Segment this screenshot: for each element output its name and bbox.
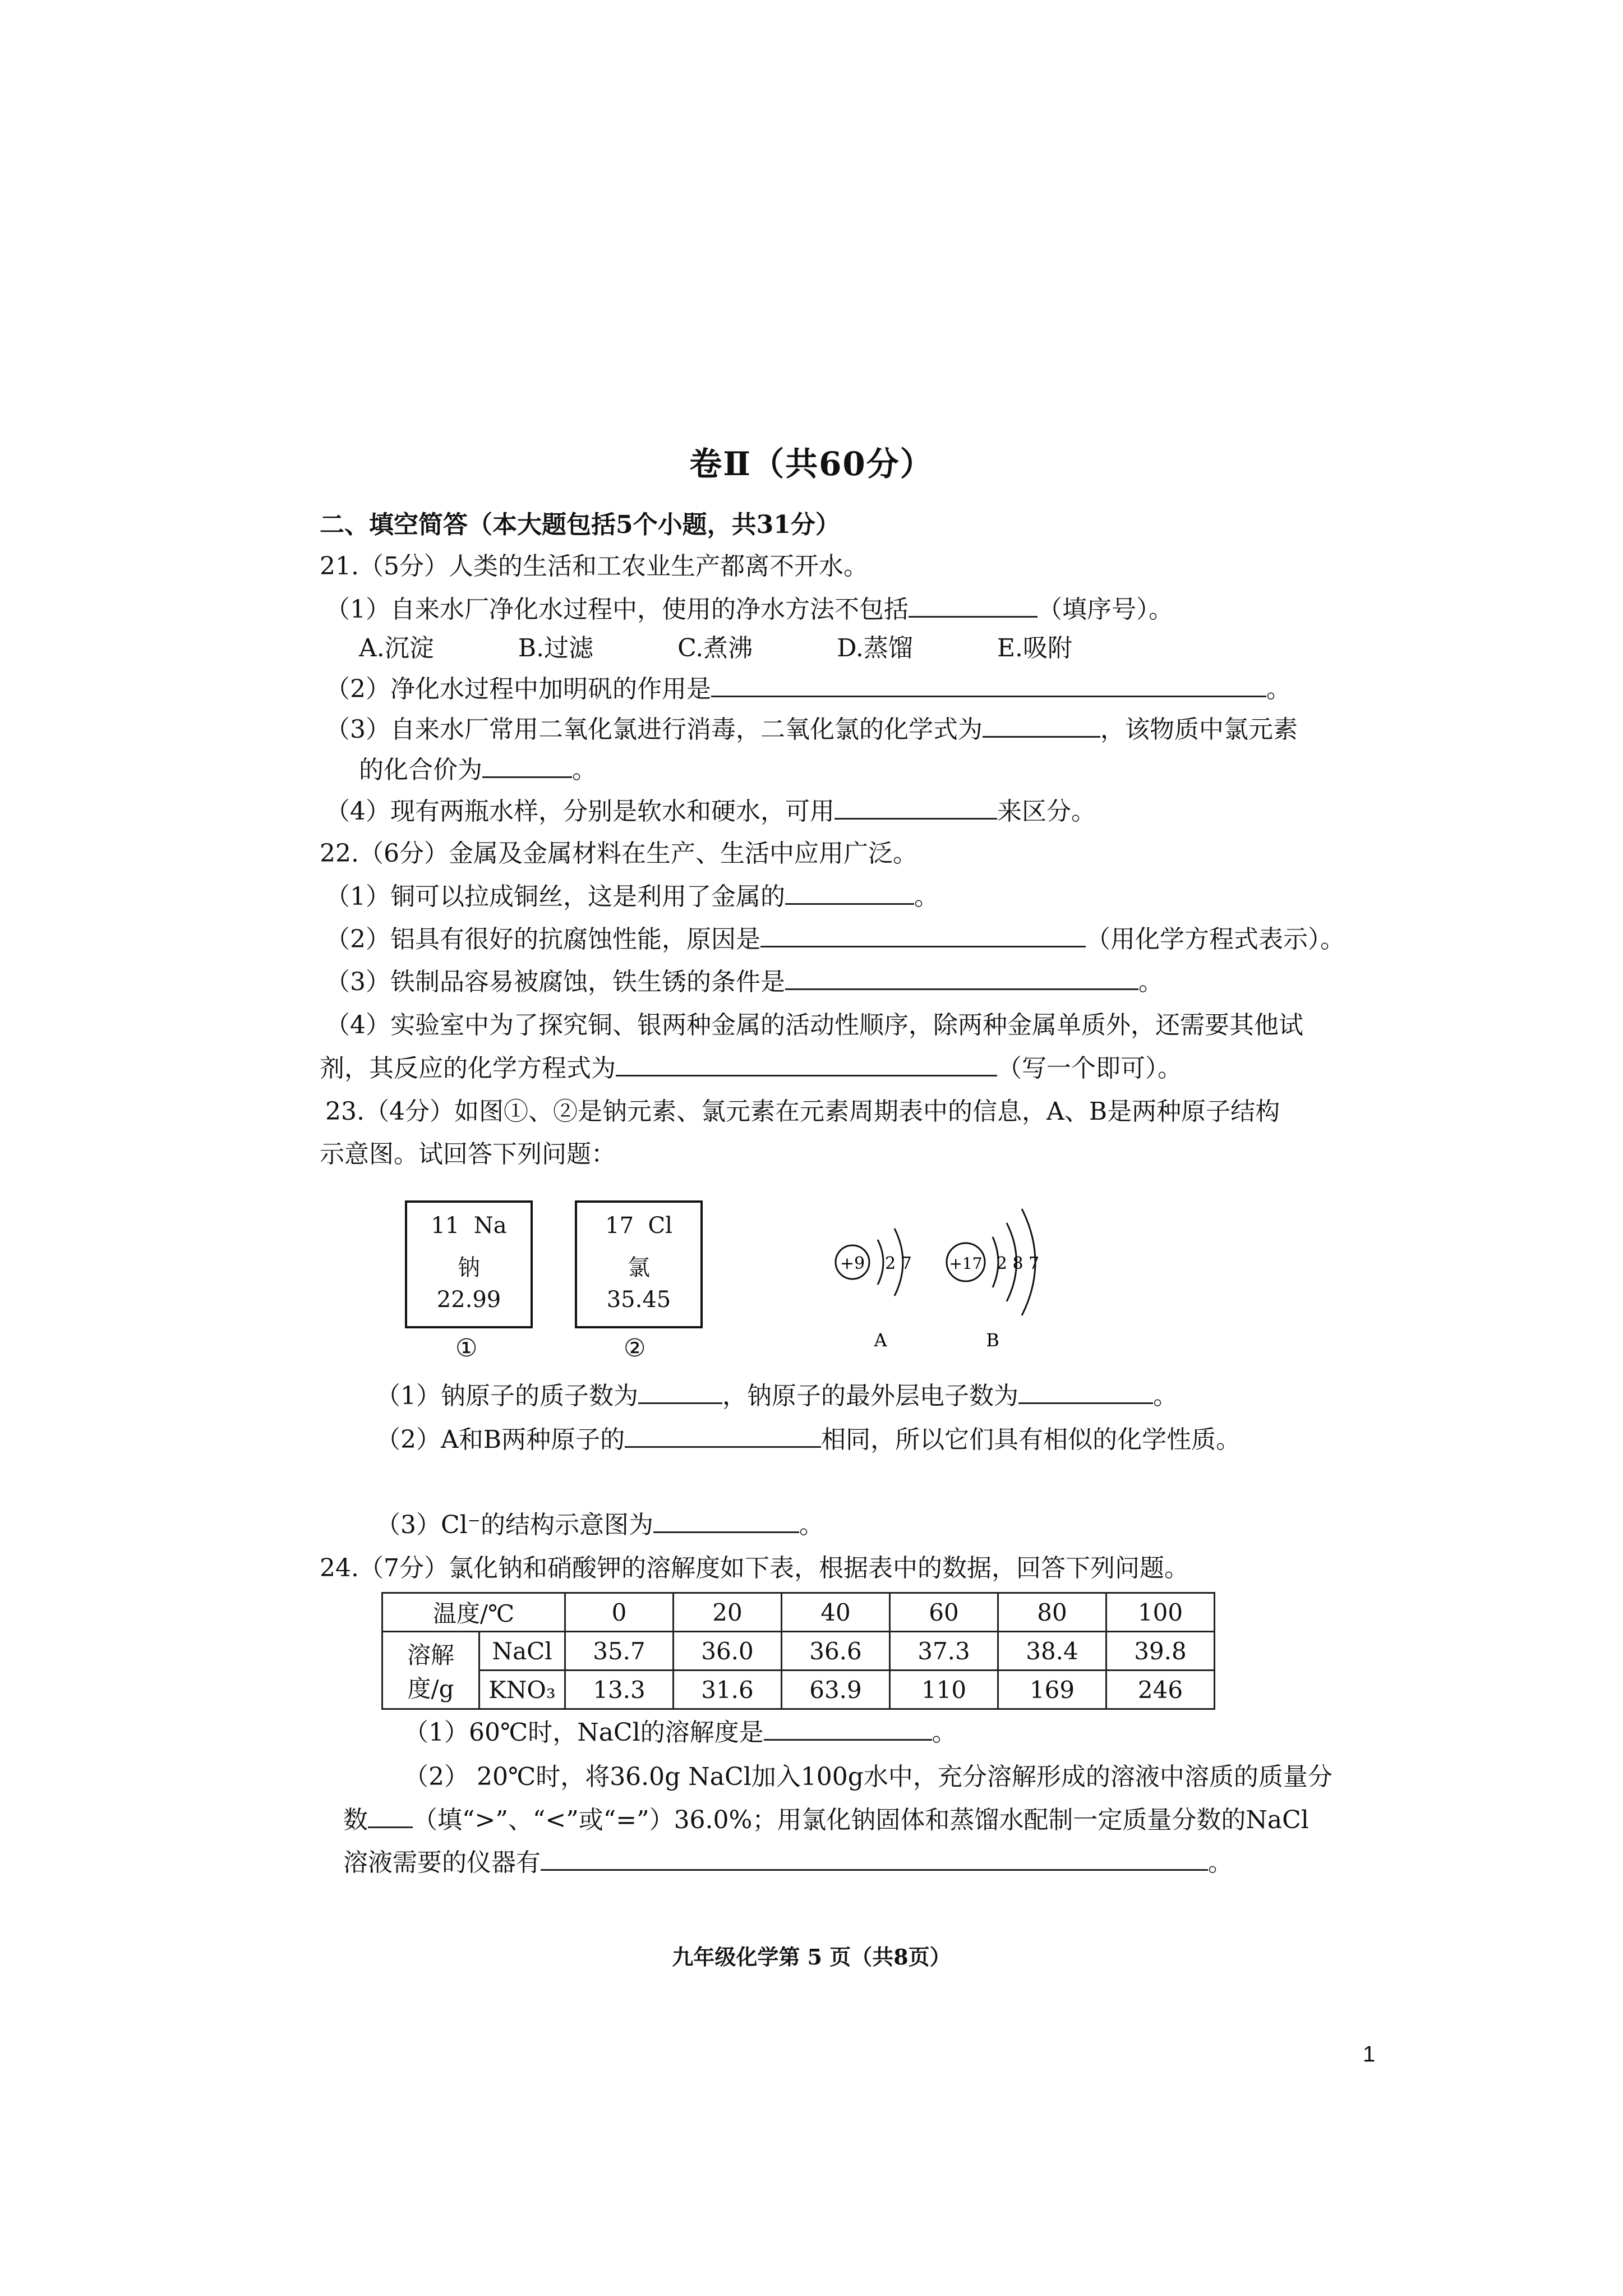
q24-part2b	[343, 1804, 1309, 1836]
solubility-label: 溶解度/g	[382, 1632, 479, 1709]
table-cell: 60	[890, 1593, 998, 1632]
answer-blank[interactable]	[785, 881, 914, 905]
answer-blank[interactable]	[541, 1847, 1208, 1871]
q21-part1-text: （1）自来水厂净化水过程中，使用的净水方法不包括	[325, 595, 909, 624]
option-d: D.蒸馏	[837, 634, 913, 662]
answer-blank[interactable]	[482, 754, 572, 778]
option-b: B.过滤	[518, 634, 594, 662]
answer-blank[interactable]	[785, 966, 1138, 990]
table-cell: 246	[1106, 1671, 1215, 1709]
q21-part3b-text: 的化合价为	[359, 756, 482, 784]
q24-part1	[404, 1717, 957, 1749]
table-cell: 20	[674, 1593, 782, 1632]
svg-text:+9: +9	[840, 1254, 865, 1273]
chlorine-element-card	[575, 1200, 703, 1328]
q21-part2-text: （2）净化水过程中加明矾的作用是	[325, 675, 711, 703]
atom-a-diagram	[836, 1228, 912, 1351]
q22-part1-text: （1）铜可以拉成铜丝，这是利用了金属的	[325, 882, 785, 911]
table-cell: 169	[998, 1671, 1106, 1709]
q24-part2b-end: （填“>”、“<”或“=”）36.0%；用氯化钠固体和蒸馏水配制一定质量分数的NaCl	[413, 1806, 1309, 1834]
q22-part2	[325, 923, 1345, 955]
chlorine-number-symbol: 17 Cl	[605, 1213, 672, 1239]
q21-part1-end: （填序号）。	[1038, 595, 1173, 624]
option-a: A.沉淀	[359, 634, 434, 662]
q21-part4	[325, 795, 1096, 827]
q22-part2-text: （2）铝具有很好的抗腐蚀性能，原因是	[325, 925, 760, 954]
table-cell: 39.8	[1106, 1632, 1215, 1671]
answer-blank[interactable]	[764, 1717, 932, 1741]
solubility-table	[381, 1592, 1215, 1710]
q23-part1-text: （1）钠原子的质子数为	[376, 1382, 638, 1410]
q22-part1-end: 。	[914, 882, 939, 911]
q24-part2c-end: 。	[1208, 1848, 1233, 1877]
sodium-name: 钠	[458, 1255, 480, 1281]
q21-part3b	[359, 754, 597, 786]
row-label-nacl: NaCl	[479, 1632, 565, 1671]
sodium-number-symbol: 11 Na	[431, 1213, 507, 1239]
svg-text:2 7: 2 7	[885, 1254, 912, 1273]
q21-part4-text: （4）现有两瓶水样，分别是软水和硬水，可用	[325, 797, 834, 826]
table-cell: 0	[565, 1593, 674, 1632]
answer-blank[interactable]	[1018, 1380, 1153, 1404]
chlorine-mass: 35.45	[606, 1287, 671, 1313]
answer-blank[interactable]	[711, 673, 1266, 697]
q21-part2	[325, 673, 1291, 705]
answer-blank[interactable]	[616, 1052, 997, 1076]
paper-title: 卷Ⅱ（共60分）	[689, 445, 934, 483]
q23-part1	[376, 1380, 1178, 1412]
temp-header: 温度/℃	[382, 1593, 565, 1632]
q24-part2c-text: 溶液需要的仪器有	[343, 1848, 541, 1877]
q24-part1-end: 。	[932, 1718, 957, 1747]
table-cell: 40	[782, 1593, 890, 1632]
q23-part2	[376, 1424, 1241, 1456]
q23-part3-end: 。	[799, 1511, 824, 1539]
answer-blank[interactable]	[625, 1424, 821, 1448]
table-cell: 100	[1106, 1593, 1215, 1632]
svg-text:A: A	[874, 1329, 887, 1351]
chlorine-name: 氯	[628, 1255, 650, 1281]
q23-stem-a: 23.（4分）如图①、②是钠元素、氯元素在元素周期表中的信息，A、B是两种原子结构	[325, 1097, 1280, 1126]
q23-stem-b: 示意图。试回答下列问题：	[320, 1140, 616, 1168]
q21-part3a-end: ，该物质中氯元素	[1100, 715, 1298, 744]
answer-blank[interactable]	[653, 1509, 799, 1533]
table-cell: 37.3	[890, 1632, 998, 1671]
sodium-element-card	[405, 1200, 533, 1328]
svg-text:2 8 7: 2 8 7	[996, 1254, 1040, 1273]
table-cell: 31.6	[674, 1671, 782, 1709]
q24-stem: 24.（7分）氯化钠和硝酸钾的溶解度如下表，根据表中的数据，回答下列问题。	[320, 1554, 1189, 1582]
q21-part3b-end: 。	[572, 756, 597, 784]
table-cell: 110	[890, 1671, 998, 1709]
q23-part2-text: （2）A和B两种原子的	[376, 1425, 625, 1454]
q21-options	[359, 633, 1156, 664]
q23-part1-end: 。	[1153, 1382, 1178, 1410]
q21-part2-end: 。	[1266, 675, 1291, 703]
q24-part2c	[343, 1847, 1233, 1879]
option-e: E.吸附	[997, 634, 1072, 662]
row-label-kno3: KNO₃	[479, 1671, 565, 1709]
q21-part4-end: 来区分。	[997, 797, 1096, 826]
table-row	[382, 1671, 1215, 1709]
q22-part4b	[320, 1052, 1182, 1084]
q22-part3-text: （3）铁制品容易被腐蚀，铁生锈的条件是	[325, 968, 785, 996]
q21-part1	[325, 593, 1173, 625]
q22-part2-end: （用化学方程式表示）。	[1086, 925, 1345, 954]
q23-part3-text: （3）Cl⁻的结构示意图为	[376, 1511, 653, 1539]
table-cell: 38.4	[998, 1632, 1106, 1671]
atom-structure-diagrams	[824, 1184, 1071, 1352]
q24-part2b-text: 数	[343, 1806, 368, 1834]
answer-blank[interactable]	[368, 1804, 413, 1828]
table-row	[382, 1593, 1215, 1632]
table-cell: 35.7	[565, 1632, 674, 1671]
q23-part1-mid: ，钠原子的最外层电子数为	[722, 1382, 1018, 1410]
label-circled-2: ②	[624, 1334, 646, 1363]
q22-part4b-text: 剂，其反应的化学方程式为	[320, 1054, 616, 1083]
section-heading: 二、填空简答（本大题包括5个小题，共31分）	[320, 510, 840, 539]
q22-stem: 22.（6分）金属及金属材料在生产、生活中应用广泛。	[320, 839, 917, 868]
q24-part1-text: （1）60℃时，NaCl的溶解度是	[404, 1718, 764, 1747]
table-cell: 63.9	[782, 1671, 890, 1709]
q21-part3a	[325, 714, 1298, 746]
sodium-mass: 22.99	[436, 1287, 501, 1313]
q22-part4a: （4）实验室中为了探究铜、银两种金属的活动性顺序，除两种金属单质外，还需要其他试	[325, 1011, 1303, 1039]
page-number: 1	[1363, 2042, 1376, 2067]
q24-part2a: （2） 20℃时，将36.0g NaCl加入100g水中，充分溶解形成的溶液中溶质的质量分	[404, 1763, 1332, 1791]
answer-blank[interactable]	[638, 1380, 722, 1404]
answer-blank[interactable]	[760, 923, 1086, 947]
q21-part3a-text: （3）自来水厂常用二氧化氯进行消毒，二氧化氯的化学式为	[325, 715, 983, 744]
svg-text:B: B	[986, 1329, 999, 1351]
option-c: C.煮沸	[677, 634, 753, 662]
table-row	[382, 1632, 1215, 1671]
q22-part3-end: 。	[1138, 968, 1163, 996]
label-circled-1: ①	[455, 1334, 478, 1363]
table-cell: 13.3	[565, 1671, 674, 1709]
q22-part1	[325, 881, 939, 913]
atom-b-diagram	[947, 1209, 1039, 1351]
table-cell: 80	[998, 1593, 1106, 1632]
table-cell: 36.0	[674, 1632, 782, 1671]
page-footer: 九年级化学第 5 页（共8页）	[672, 1944, 951, 1970]
answer-blank[interactable]	[909, 593, 1038, 618]
q22-part4b-end: （写一个即可）。	[997, 1054, 1182, 1083]
q23-part3	[376, 1509, 824, 1541]
q22-part3	[325, 966, 1163, 998]
q21-stem: 21.（5分）人类的生活和工农业生产都离不开水。	[320, 552, 868, 581]
q23-part2-end: 相同，所以它们具有相似的化学性质。	[821, 1425, 1241, 1454]
table-cell: 36.6	[782, 1632, 890, 1671]
answer-blank[interactable]	[983, 714, 1100, 738]
answer-blank[interactable]	[834, 795, 997, 820]
svg-text:+17: +17	[949, 1254, 983, 1273]
